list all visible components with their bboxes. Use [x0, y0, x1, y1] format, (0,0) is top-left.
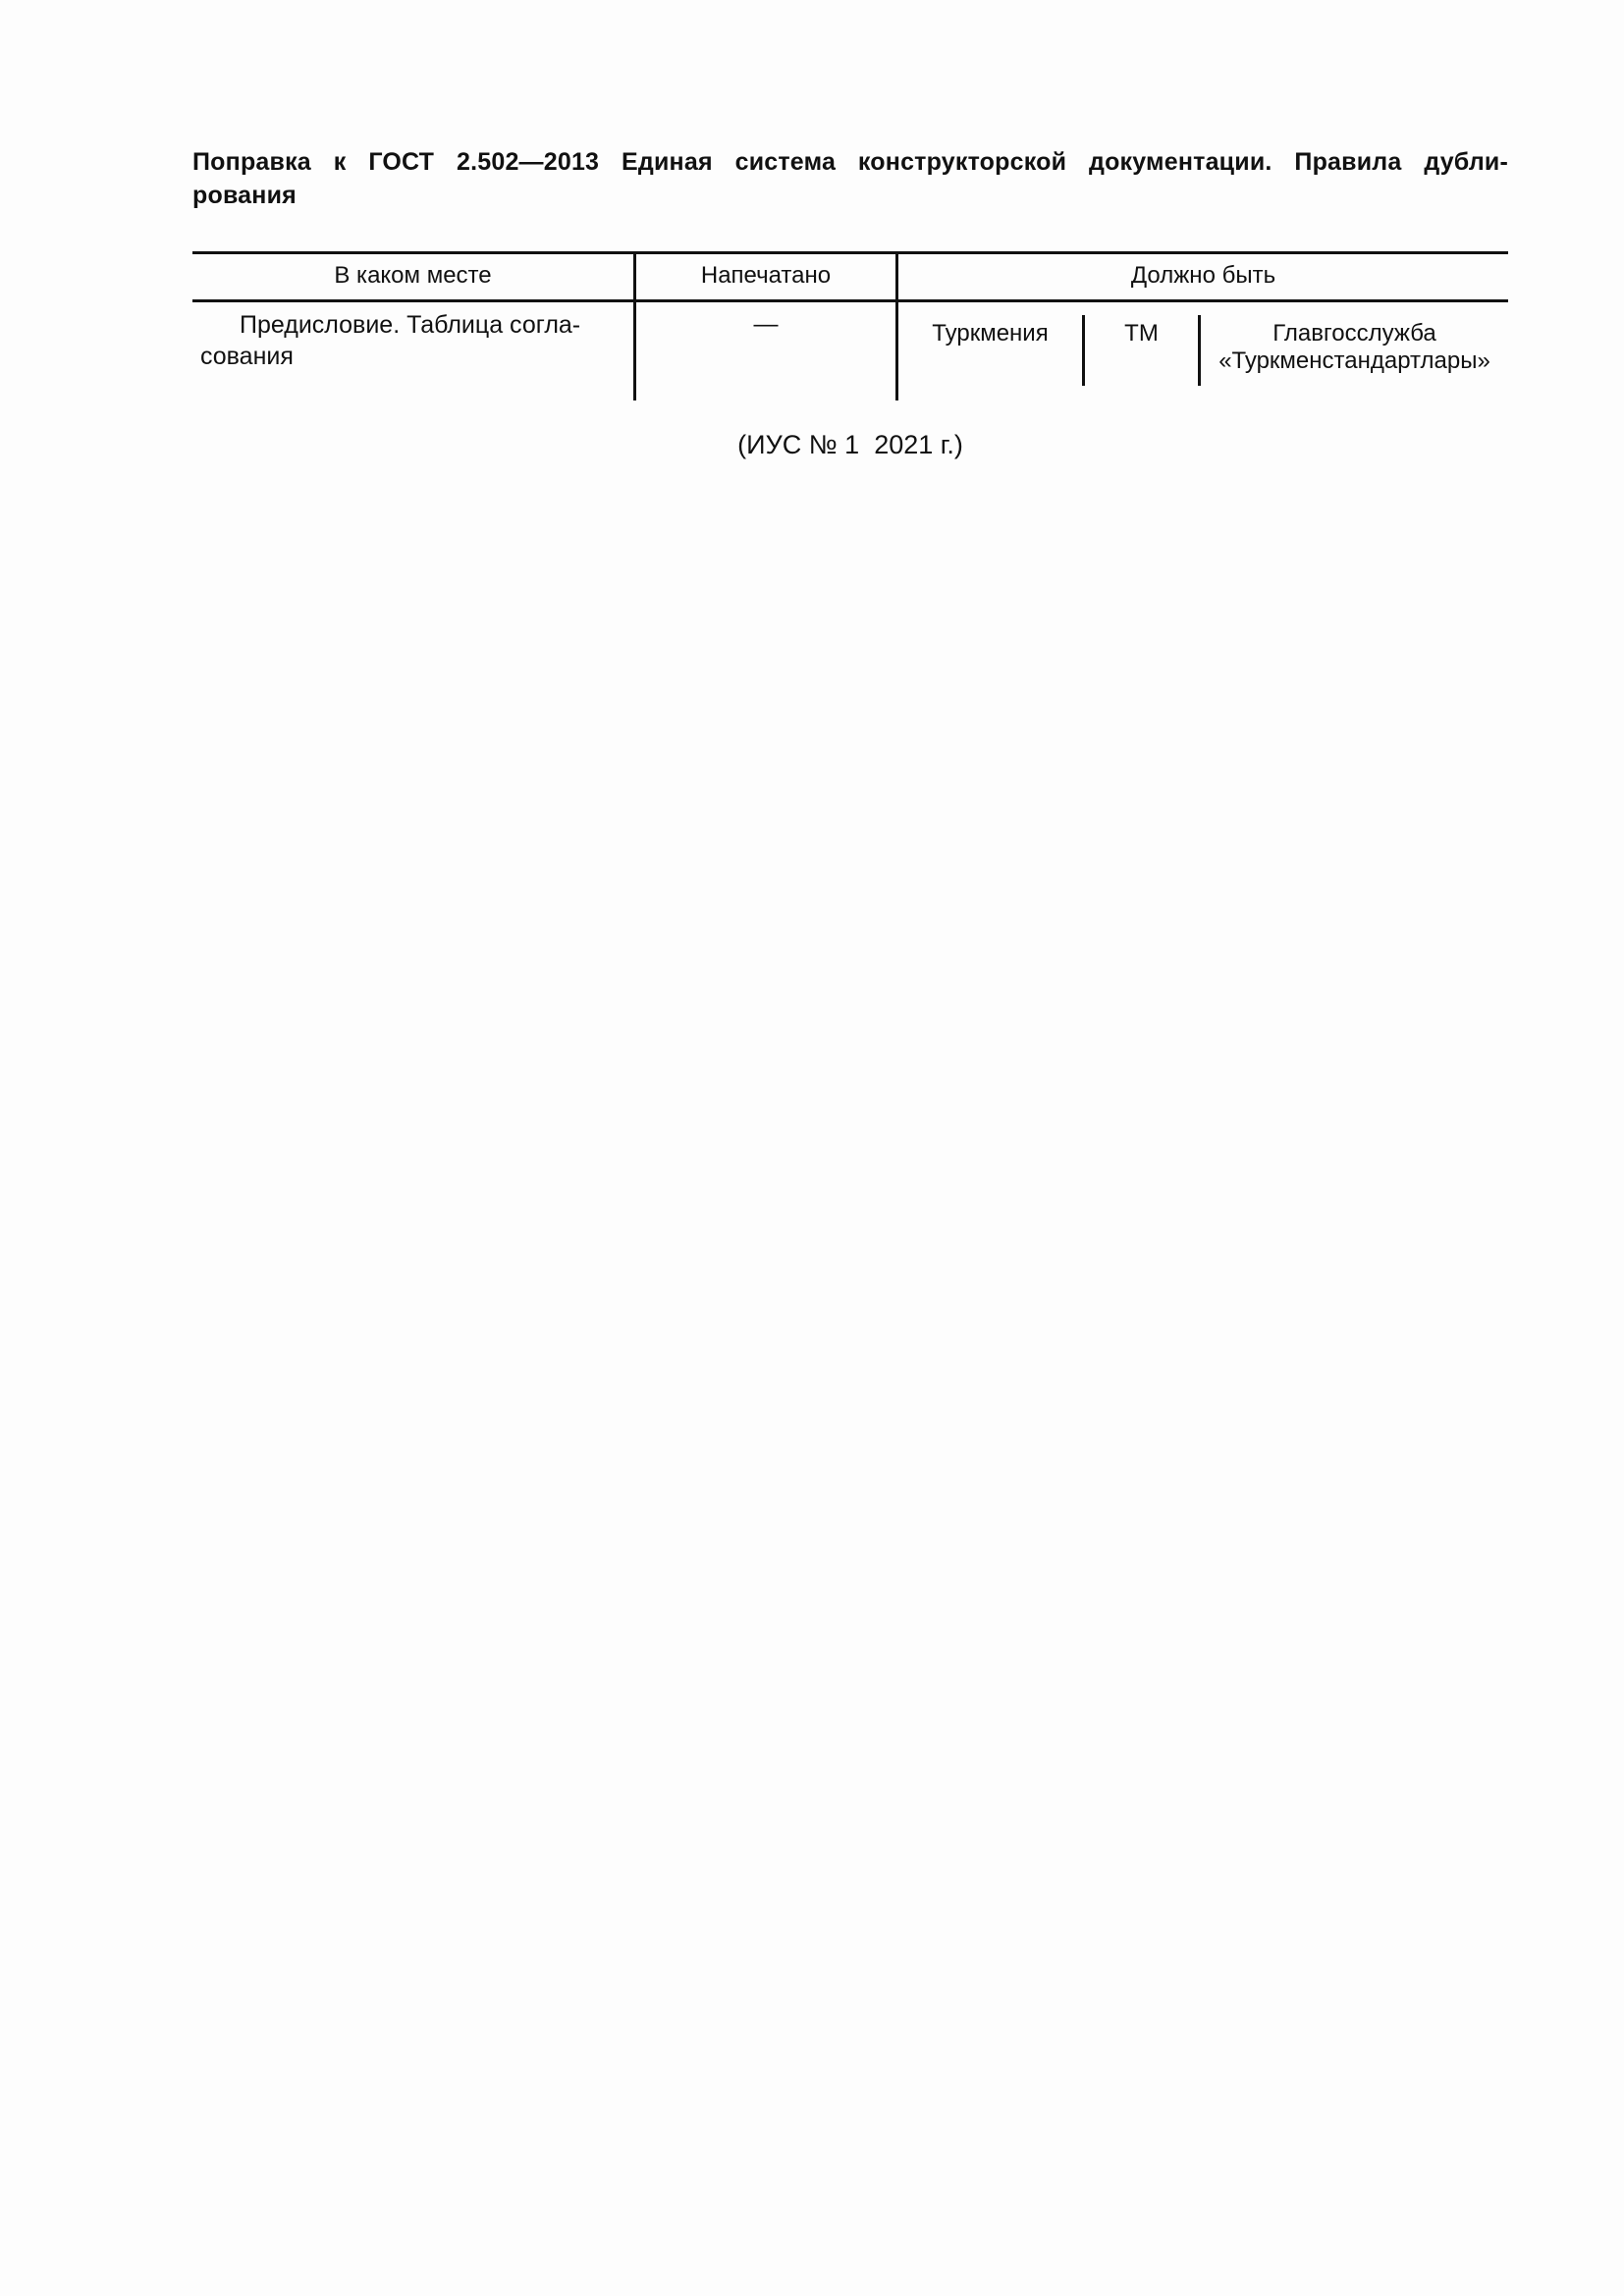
cell-printed: — — [753, 310, 779, 338]
cell-country: Туркмения — [932, 320, 1049, 347]
cell-country-code: ТМ — [1124, 320, 1159, 347]
cell-agency-line-2: «Туркменстандартлары» — [1218, 347, 1490, 374]
header-should-be: Должно быть — [1130, 262, 1276, 289]
cell-agency-line-1: Главгосслужба — [1272, 320, 1436, 347]
table-top-rule — [192, 251, 1508, 254]
header-printed: Напечатано — [700, 262, 832, 289]
cell-location-line-1: Предисловие. Таблица согла- — [240, 311, 581, 339]
cell-location-line-2: сования — [200, 343, 294, 370]
cell-location — [200, 309, 623, 372]
errata-table — [192, 251, 1508, 400]
title-line-1: Поправка к ГОСТ 2.502—2013 Единая система конструкторской документации. Правила дубли- — [192, 148, 1508, 176]
document-title — [192, 145, 1508, 212]
source-note: (ИУС № 1 2021 г.) — [737, 430, 963, 459]
cell-agency — [1201, 320, 1508, 375]
table-header-rule — [192, 299, 1508, 302]
header-location: В каком месте — [334, 262, 492, 289]
title-line-2: рования — [192, 182, 297, 209]
